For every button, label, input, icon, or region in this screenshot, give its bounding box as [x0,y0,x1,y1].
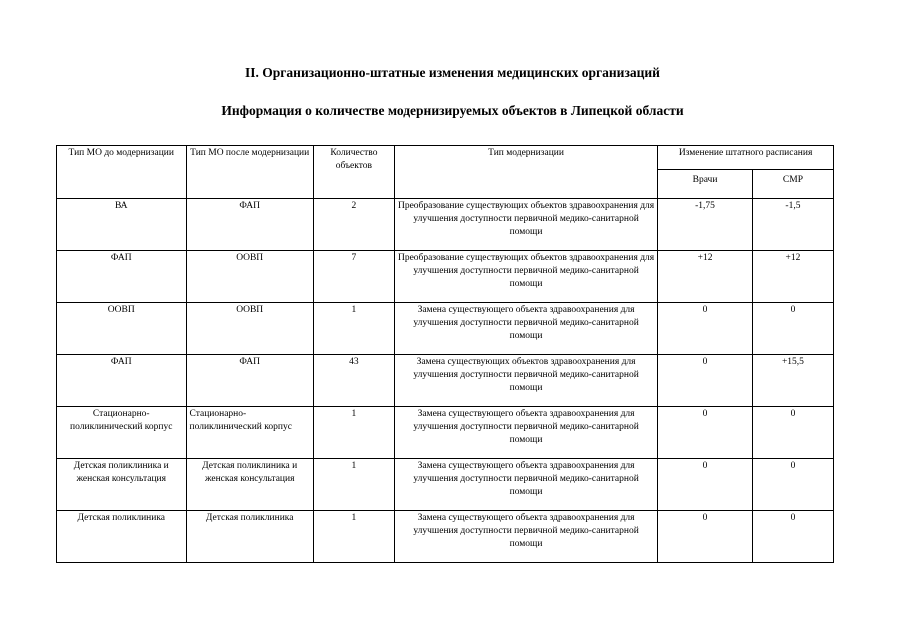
cell-count: 1 [313,407,394,459]
cell-mod-type: Преобразование существующих объектов здравоохранения для улучшения доступности первичной медико-санитарной помощи [394,251,657,303]
cell-count: 1 [313,303,394,355]
cell-type-before: ФАП [57,355,187,407]
cell-doctors: 0 [658,355,753,407]
header-mod-type: Тип модернизации [394,146,657,199]
header-smr: СМР [752,170,833,199]
table-row [57,407,834,459]
cell-count: 7 [313,251,394,303]
cell-smr: +12 [752,251,833,303]
cell-smr: 0 [752,511,833,563]
cell-smr: 0 [752,303,833,355]
cell-type-after: ООВП [186,251,313,303]
cell-mod-type: Замена существующего объекта здравоохранения для улучшения доступности первичной медико-санитарной помощи [394,511,657,563]
cell-mod-type: Замена существующего объекта здравоохранения для улучшения доступности первичной медико-санитарной помощи [394,459,657,511]
cell-count: 1 [313,511,394,563]
cell-smr: 0 [752,459,833,511]
table-row [57,511,834,563]
cell-smr: +15,5 [752,355,833,407]
cell-mod-type: Замена существующего объекта здравоохранения для улучшения доступности первичной медико-санитарной помощи [394,407,657,459]
cell-smr: -1,5 [752,199,833,251]
header-type-before: Тип МО до модернизации [57,146,187,199]
cell-type-after: ФАП [186,355,313,407]
cell-doctors: +12 [658,251,753,303]
table-row [57,355,834,407]
cell-type-before: ООВП [57,303,187,355]
cell-doctors: 0 [658,303,753,355]
table-row [57,251,834,303]
table-row [57,459,834,511]
cell-type-before: ВА [57,199,187,251]
cell-doctors: -1,75 [658,199,753,251]
cell-type-after: Детская поликлиника и женская консультация [186,459,313,511]
cell-type-after: ФАП [186,199,313,251]
header-staff-change: Изменение штатного расписания [658,146,834,170]
cell-mod-type: Замена существующих объектов здравоохранения для улучшения доступности первичной медико-санитарной помощи [394,355,657,407]
cell-type-after: Детская поликлиника [186,511,313,563]
section-title: II. Организационно-штатные изменения медицинских организаций [245,65,660,80]
header-doctors: Врачи [658,170,753,199]
cell-type-after: Стационарно-поликлинический корпус [186,407,313,459]
cell-mod-type: Замена существующего объекта здравоохранения для улучшения доступности первичной медико-санитарной помощи [394,303,657,355]
cell-type-before: Стационарно-поликлинический корпус [57,407,187,459]
cell-count: 43 [313,355,394,407]
table-row [57,199,834,251]
cell-doctors: 0 [658,459,753,511]
cell-type-before: Детская поликлиника и женская консультация [57,459,187,511]
modernization-table [56,145,834,563]
table-header-row [57,146,834,170]
table-row [57,303,834,355]
header-count: Количество объектов [313,146,394,199]
cell-count: 1 [313,459,394,511]
cell-type-after: ООВП [186,303,313,355]
cell-count: 2 [313,199,394,251]
cell-smr: 0 [752,407,833,459]
cell-type-before: Детская поликлиника [57,511,187,563]
cell-type-before: ФАП [57,251,187,303]
cell-doctors: 0 [658,511,753,563]
header-type-after: Тип МО после модернизации [186,146,313,199]
cell-mod-type: Преобразование существующих объектов здравоохранения для улучшения доступности первичной медико-санитарной помощи [394,199,657,251]
cell-doctors: 0 [658,407,753,459]
document-subtitle: Информация о количестве модернизируемых объектов в Липецкой области [221,103,684,118]
